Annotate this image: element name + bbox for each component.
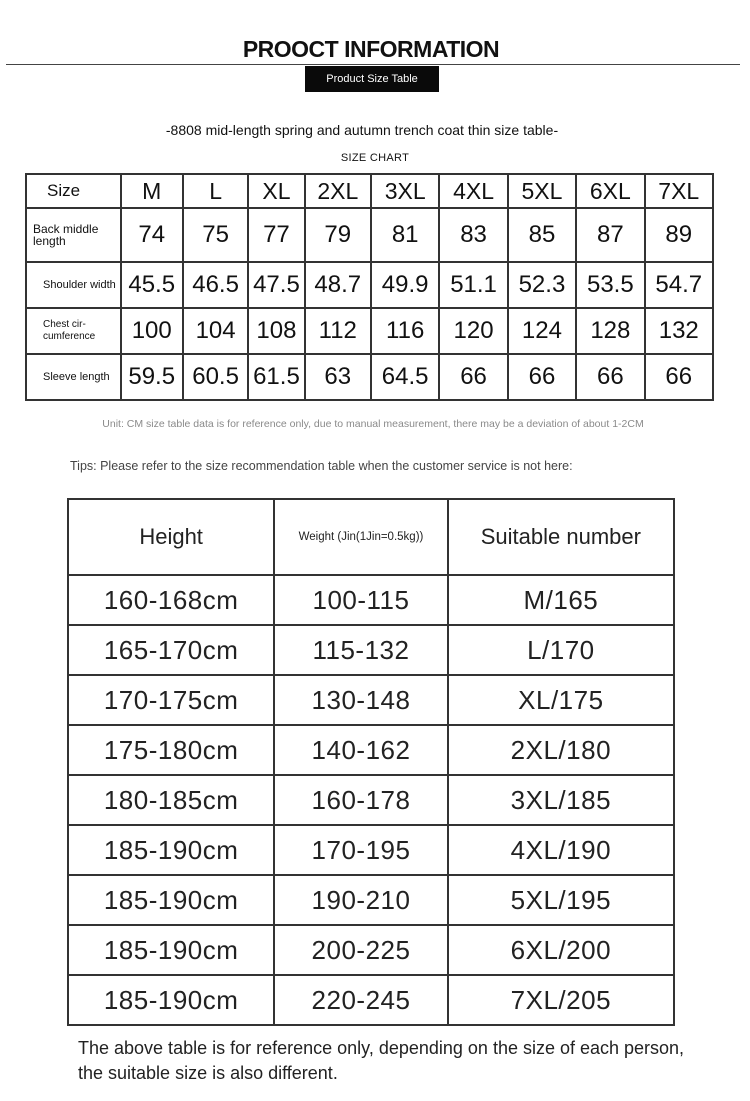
size-cell: 61.5: [248, 354, 304, 400]
size-cell: 87: [576, 208, 644, 262]
size-cell: 66: [439, 354, 507, 400]
size-cell: 64.5: [371, 354, 439, 400]
size-header-cell: 7XL: [645, 174, 713, 208]
suitable-cell: M/165: [448, 575, 674, 625]
title-divider: [6, 64, 740, 65]
recommendation-table: [67, 498, 675, 1026]
table-row: [26, 208, 713, 262]
size-cell: 66: [645, 354, 713, 400]
section-badge: Product Size Table: [305, 66, 439, 92]
size-table: [25, 173, 714, 401]
size-cell: 48.7: [305, 262, 371, 308]
size-cell: 45.5: [121, 262, 183, 308]
height-cell: 185-190cm: [68, 875, 274, 925]
row-label-back-middle-length: Back middle length: [26, 208, 121, 262]
size-cell: 53.5: [576, 262, 644, 308]
table-row: [68, 875, 674, 925]
page-title: PROOCT INFORMATION: [242, 36, 500, 62]
size-cell: 81: [371, 208, 439, 262]
size-header-cell: L: [183, 174, 248, 208]
table-row: [68, 675, 674, 725]
header-height: Height: [68, 499, 274, 575]
size-header-cell: 2XL: [305, 174, 371, 208]
size-cell: 63: [305, 354, 371, 400]
size-cell: 77: [248, 208, 304, 262]
size-cell: 120: [439, 308, 507, 354]
suitable-cell: 7XL/205: [448, 975, 674, 1025]
size-cell: 108: [248, 308, 304, 354]
weight-cell: 160-178: [274, 775, 447, 825]
size-cell: 66: [508, 354, 576, 400]
size-cell: 128: [576, 308, 644, 354]
height-cell: 180-185cm: [68, 775, 274, 825]
weight-cell: 220-245: [274, 975, 447, 1025]
table-row: [68, 575, 674, 625]
row-label-chest-circumference: Chest cir-cumference: [26, 308, 121, 354]
height-cell: 185-190cm: [68, 825, 274, 875]
size-cell: 49.9: [371, 262, 439, 308]
size-header-cell: 6XL: [576, 174, 644, 208]
weight-cell: 130-148: [274, 675, 447, 725]
weight-cell: 140-162: [274, 725, 447, 775]
row-label-shoulder-width: Shoulder width: [26, 262, 121, 308]
size-cell: 100: [121, 308, 183, 354]
size-cell: 83: [439, 208, 507, 262]
suitable-cell: L/170: [448, 625, 674, 675]
size-cell: 66: [576, 354, 644, 400]
size-cell: 52.3: [508, 262, 576, 308]
suitable-cell: 4XL/190: [448, 825, 674, 875]
suitable-cell: 2XL/180: [448, 725, 674, 775]
size-cell: 60.5: [183, 354, 248, 400]
weight-cell: 170-195: [274, 825, 447, 875]
size-cell: 116: [371, 308, 439, 354]
suitable-cell: XL/175: [448, 675, 674, 725]
weight-cell: 200-225: [274, 925, 447, 975]
weight-cell: 100-115: [274, 575, 447, 625]
size-cell: 54.7: [645, 262, 713, 308]
size-header-cell: 3XL: [371, 174, 439, 208]
size-header-cell: M: [121, 174, 183, 208]
header-suitable-number: Suitable number: [448, 499, 674, 575]
size-cell: 47.5: [248, 262, 304, 308]
suitable-cell: 5XL/195: [448, 875, 674, 925]
size-cell: 59.5: [121, 354, 183, 400]
size-header-cell: 4XL: [439, 174, 507, 208]
size-cell: 79: [305, 208, 371, 262]
size-cell: 124: [508, 308, 576, 354]
table-row: [68, 725, 674, 775]
table-row: [68, 975, 674, 1025]
table-row: [68, 625, 674, 675]
size-header-cell: 5XL: [508, 174, 576, 208]
size-cell: 75: [183, 208, 248, 262]
size-cell: 89: [645, 208, 713, 262]
size-cell: 51.1: [439, 262, 507, 308]
height-cell: 165-170cm: [68, 625, 274, 675]
height-cell: 185-190cm: [68, 975, 274, 1025]
table-row: [68, 925, 674, 975]
height-cell: 160-168cm: [68, 575, 274, 625]
suitable-cell: 3XL/185: [448, 775, 674, 825]
size-cell: 85: [508, 208, 576, 262]
footer-disclaimer: The above table is for reference only, depending on the size of each person, the suitable size is also different.: [78, 1038, 685, 1083]
table-row: [26, 308, 713, 354]
table-row: [26, 354, 713, 400]
height-cell: 170-175cm: [68, 675, 274, 725]
size-table-header-row: [26, 174, 713, 208]
suitable-cell: 6XL/200: [448, 925, 674, 975]
header-weight: Weight (Jin(1Jin=0.5kg)): [274, 499, 447, 575]
size-cell: 132: [645, 308, 713, 354]
table-row: [26, 262, 713, 308]
size-cell: 104: [183, 308, 248, 354]
size-chart-label: SIZE CHART: [340, 152, 410, 164]
recommendation-header-row: [68, 499, 674, 575]
size-cell: 74: [121, 208, 183, 262]
size-header-cell: XL: [248, 174, 304, 208]
table-row: [68, 825, 674, 875]
weight-cell: 115-132: [274, 625, 447, 675]
tips-text: Tips: Please refer to the size recommendation table when the customer service is not here:: [70, 459, 573, 473]
size-cell: 46.5: [183, 262, 248, 308]
size-cell: 112: [305, 308, 371, 354]
measurement-note: Unit: CM size table data is for reference only, due to manual measurement, there may be a deviation of about 1-2CM: [102, 418, 644, 430]
size-corner-label: Size: [26, 174, 121, 208]
row-label-sleeve-length: Sleeve length: [26, 354, 121, 400]
height-cell: 185-190cm: [68, 925, 274, 975]
height-cell: 175-180cm: [68, 725, 274, 775]
weight-cell: 190-210: [274, 875, 447, 925]
table-row: [68, 775, 674, 825]
product-line: -8808 mid-length spring and autumn trench coat thin size table-: [165, 122, 559, 138]
